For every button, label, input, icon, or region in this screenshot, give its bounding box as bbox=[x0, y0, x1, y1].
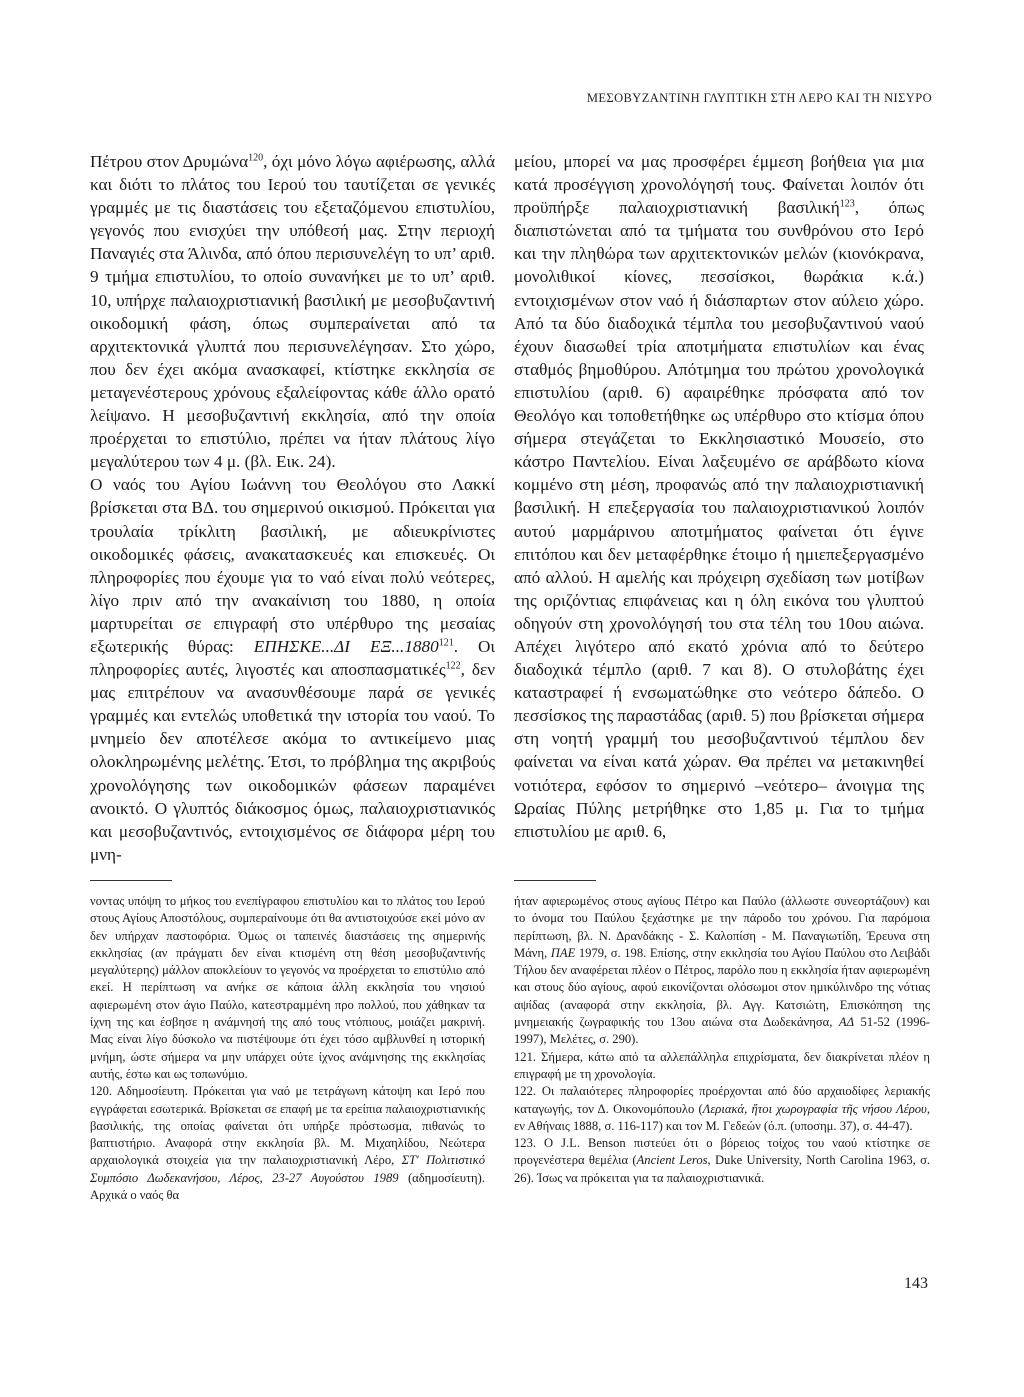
footnotes-left bbox=[90, 893, 485, 1204]
left-text-column bbox=[90, 150, 495, 866]
footnote-123: 123. Ο J.L. Benson πιστεύει ότι ο βόρειος τοίχος του ναού κτίστηκε σε προγενέστερα θεμέλια (Ancient Leros, Duke University, North Carolina 1963, σ. 26). Ίσως να πρόκειται για τα παλαιοχριστιανικά. bbox=[514, 1136, 931, 1185]
footnote-ref: 121 bbox=[438, 637, 454, 649]
footnote-ref: 120 bbox=[248, 152, 264, 164]
footnote-121: 121. Σήμερα, κάτω από τα αλλεπάλληλα επιχρίσματα, δεν διακρίνεται πλέον η επιγραφή με τη χρονολογία. bbox=[514, 1049, 930, 1081]
footnote-ref: 123 bbox=[839, 198, 855, 210]
footnote: ήταν αφιερωμένος στους αγίους Πέτρο και Παύλο (άλλωστε συνεορτάζουν) και το όνομα του Παύλου ξεχάστηκε με την πάροδο του χρόνου. Για παρόμοια περίπτωση, βλ. Ν. Δρανδάκης - Σ. Καλοπίση - Μ. Παναγιωτίδη, Έρευνα στη Μάνη, ΠΑΕ 1979, σ. 198. Επίσης, στην εκκλησία του Αγίου Παύλου στο Λειβάδι Τήλου δεν αναφέρεται πλέον ο Πέτρος, παρόλο που η εκκλησία ήταν αφιερωμένη και στους δύο αγίους, αφού εικονίζονται ολόσωμοι στον ημικύλινδρο της νότιας αψίδας (αναφορά στην εκκλησία, βλ. Αγγ. Κατσιώτη, Επισκόπηση της μνημειακής ζωγραφικής του 13ου αιώνα στα Δωδεκάνησα, ΑΔ 51-52 (1996-1997), Μελέτες, σ. 290). bbox=[514, 894, 930, 1047]
running-header: ΜΕΣΟΒΥΖΑΝΤΙΝΗ ΓΛΥΠΤΙΚΗ ΣΤΗ ΛΕΡΟ ΚΑΙ ΤΗ ΝΙΣΥΡΟ bbox=[586, 91, 932, 105]
footnote-120: 120. Αδημοσίευτη. Πρόκειται για ναό με τετράγωνη κάτοψη και Ιερό που εγγράφεται εσωτερικά. Βρίσκεται σε επαφή με τα ερείπια παλαιοχριστιανικής βασιλικής, της οποίας φαίνεται ότι υπήρξε πρόστωσμα, πιθανώς το βαπτιστήριο. Αναφορά στην εκκλησία βλ. Μ. Μιχαηλίδου, Νεώτερα αρχαιολογικά στοιχεία για την παλαιοχριστιανική Λέρο, ΣΤ′ Πολιτιστικό Συμπόσιο Δωδεκανήσου, Λέρος, 23-27 Αυγούστου 1989 (αδημοσίευτη). Αρχικά ο ναός θα bbox=[90, 1084, 485, 1203]
footnote-divider bbox=[90, 880, 172, 881]
paragraph: Ο ναός του Αγίου Ιωάννη του Θεολόγου στο Λακκί βρίσκεται στα ΒΔ. του σημερινού οικισμού. Πρόκειται για τρουλαία τρίκλιτη βασιλική, με αδιευκρίνιστες οικοδομικές φάσεις, ανακατασκευές και επισκευές. Οι πληροφορίες που έχουμε για το ναό είναι πολύ νεότερες, λίγο πριν από την ανακαίνιση του 1880, η οποία μαρτυρείται σε επιγραφή στο υπέρθυρο της μεσαίας εξωτερικής θύρας: ΕΠΗΣΚΕ...ΔΙ ΕΞ...1880$^{121}$. Οι πληροφορίες αυτές, λιγοστές και αποσπασματικές$^{122}$, δεν μας επιτρέπουν να ανασυνθέσουμε παρά σε γενικές γραμμές και εντελώς υποθετικά την ιστορία του ναού. Το μνημείο δεν αποτέλεσε ακόμα το αντικείμενο μιας ολοκληρωμένης μελέτης. Έτσι, το πρόβλημα της ακριβούς χρονολόγησης των οικοδομικών φάσεων παραμένει ανοικτό. Ο γλυπτός διάκοσμος όμως, παλαιοχριστιανικός και μεσοβυζαντινός, εντοιχισμένος σε διάφορα μέρη του μνη- bbox=[90, 475, 495, 864]
page-number: 143 bbox=[904, 1275, 928, 1292]
footnotes-right bbox=[514, 893, 930, 1187]
inscription-text: ΕΠΗΣΚΕ...ΔΙ ΕΞ...1880 bbox=[253, 636, 439, 656]
footnote-122: 122. Οι παλαιότερες πληροφορίες προέρχονται από δύο αρχαιοδίφες λεριακής καταγωγής, τον Δ. Οικονομόπουλο (Λεριακά, ἤτοι χωρογραφία τῆς νήσου Λέρου, εν Αθήναις 1888, σ. 116-117) και τον Μ. Γεδεών (ό.π. (υποσημ. 37), σ. 44-47). bbox=[514, 1084, 930, 1133]
footnote-ref: 122 bbox=[445, 660, 461, 672]
paragraph: Πέτρου στον Δρυμώνα$^{120}$, όχι μόνο λόγω αφιέρωσης, αλλά και διότι το πλάτος του Ιερού του ταυτίζεται σε γενικές γραμμές με τις διαστάσεις του εξεταζόμενου επιστυλίου, γεγονός που ενισχύει την υπόθεσή μας. Στην περιοχή Παναγιές στα Άλινδα, από όπου περισυνελέγη το υπ’ αριθ. 9 τμήμα επιστυλίου, το οποίο συνανήκει με το υπ’ αριθ. 10, υπήρχε παλαιοχριστιανική βασιλική με μεσοβυζαντινή οικοδομική φάση, όπως συμπεραίνεται από τα αρχιτεκτονικά γλυπτά που περισυνελέγησαν. Στο χώρο, που δεν έχει ακόμα ανασκαφεί, κτίστηκε εκκλησία σε μεταγενέστερους χρόνους εξαλείφοντας κάθε άλλο ορατό λείψανο. Η μεσοβυζαντινή εκκλησία, από την οποία προέρχεται το επιστύλιο, πρέπει να ήταν πλάτους λίγο μεγαλύτερου των 4 μ. (βλ. Εικ. 24). bbox=[90, 152, 496, 472]
footnote: νοντας υπόψη το μήκος του ενεπίγραφου επιστυλίου και το πλάτος του Ιερού στους Αγίους Αποστόλους, συμπεραίνουμε ότι θα αντιστοιχούσε εκεί μόνο αν δεν υπήρχαν παστοφόρια. Όμως οι ταπεινές διαστάσεις της σημερινής εκκλησίας (αν πράγματι δεν είναι κτισμένη στη θέση μεσοβυζαντινής μεγαλύτερης) μάλλον αποκλείουν το γεγονός να προέρχεται το επιστύλιο από εκεί. Η περίπτωση να ανήκε σε κάποια άλλη εκκλησία του νησιού αφιερωμένη στον άγιο Παύλο, κατεστραμμένη προ πολλού, που χάθηκαν τα ίχνη της και έσβησε η ανάμνησή της από τους ντόπιους, μοιάζει μακρινή. Μας είναι λίγο δύσκολο να πιστέψουμε ότι έχει τόσο αμβλυνθεί η ιστορική μνήμη, ώστε σήμερα να μην υπάρχει ούτε ίχνος ανάμνησης της εκκλησίας αυτής, έστω και ως τοπωνύμιο. bbox=[90, 894, 485, 1081]
paragraph: μείου, μπορεί να μας προσφέρει έμμεση βοήθεια για μια κατά προσέγγιση χρονολόγησή τους. Φαίνεται λοιπόν ότι προϋπήρξε παλαιοχριστιανική βασιλική$^{123}$, όπως διαπιστώνεται από τα τμήματα του συνθρόνου στο Ιερό και την πληθώρα των αρχιτεκτονικών μελών (κιονόκρανα, μονολιθικοί κίονες, πεσσίσκοι, θωράκια κ.ά.) εντοιχισμένων στον ναό ή διάσπαρτων στον αύλειο χώρο. Από τα δύο διαδοχικά τέμπλα του μεσοβυζαντινού ναού έχουν διασωθεί τρία αποτμήματα επιστυλίων και ένας σταθμός βημοθύρου. Απότμημα του πρώτου χρονολογικά επιστυλίου (αριθ. 6) αφαιρέθηκε πρόσφατα από τον Θεολόγο και τοποθετήθηκε ως υπέρθυρο στο κτίσμα όπου σήμερα στεγάζεται το Εκκλησιαστικό Μουσείο, στο κάστρο Παντελίου. Είναι λαξευμένο σε αράβδωτο κίονα κομμένο στη μέση, προφανώς από την παλαιοχριστιανική βασιλική. Η επεξεργασία του παλαιοχριστιανικού λοιπόν αυτού μαρμάρινου αποτμήματος φαίνεται ότι έγινε επιτόπου και δεν μεταφέρθηκε έτοιμο ή ημιεπεξεργασμένο από αλλού. Η αμελής και πρόχειρη σχεδίαση των μοτίβων της οριζόντιας επιφάνειας και η όλη εικόνα του γλυπτού οδηγούν στη χρονολόγησή του στα τέλη του 10ου αιώνα. Απέχει λιγότερο από εκατό χρόνια από το δεύτερο διαδοχικά τέμπλο (αριθ. 7 και 8). Ο στυλοβάτης έχει καταστραφεί ή ενσωματώθηκε στο νεότερο δάπεδο. Ο πεσσίσκος της παραστάδας (αριθ. 5) που βρίσκεται σήμερα στη νοητή γραμμή του μεσοβυζαντινού τέμπλου δεν φαίνεται να είναι κατά χώραν. Θα πρέπει να μετακινηθεί νοτιότερα, εφόσον το σημερινό –νεότερο– άνοιγμα της Ωραίας Πύλης μετρήθηκε στο 1,85 μ. Για το τμήμα επιστυλίου με αριθ. 6, bbox=[514, 152, 924, 841]
footnote-divider bbox=[514, 880, 596, 881]
right-text-column bbox=[514, 150, 924, 843]
